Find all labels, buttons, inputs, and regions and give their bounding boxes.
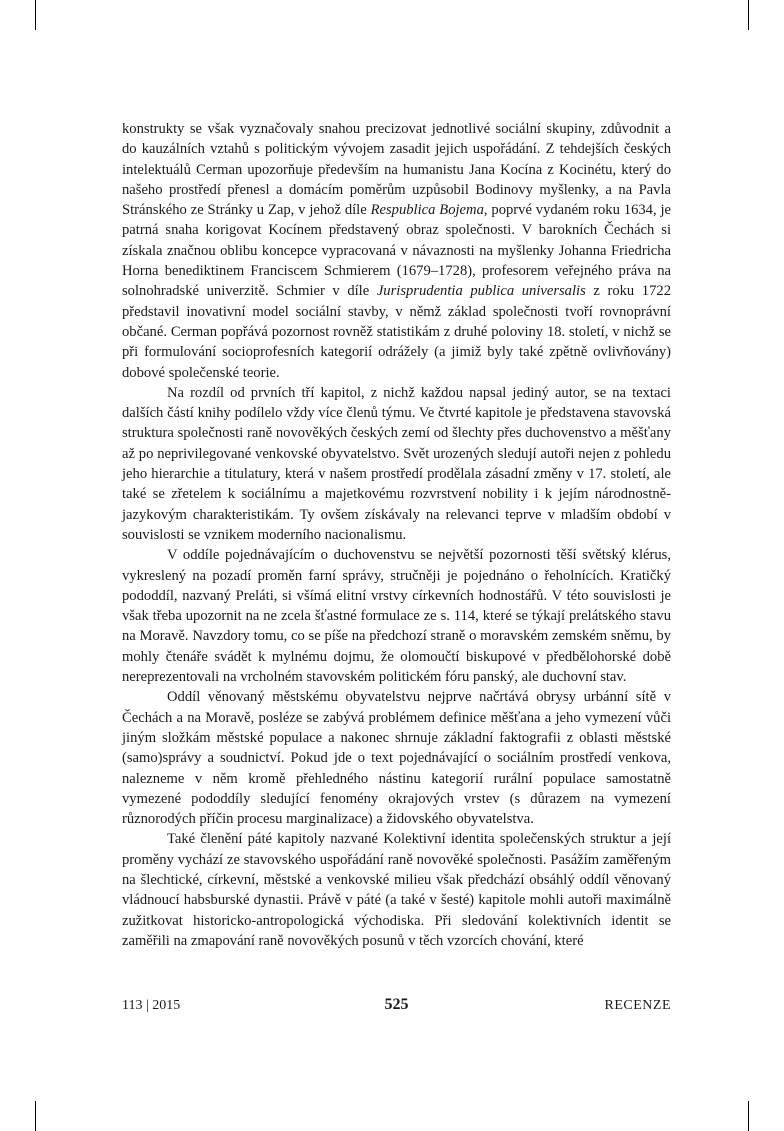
journal-issue: 113 | 2015 — [122, 998, 181, 1013]
paragraph-3 — [122, 545, 671, 687]
body-text — [122, 119, 671, 951]
paragraph-1 — [122, 119, 671, 383]
text-run: Oddíl věnovaný městskému obyvatelstvu nejprve načrtává obrysy urbánní sítě v Čechách a na Moravě, posléze se zabývá problémem definice měšťana a jeho vymezení vůči jiným složkám městské populace a nakonec shrnuje základní faktografii z oblasti městské (samo)správy a soudnictví. Pokud jde o text pojednávající o sociálním prostředí venkova, nalezneme v něm kromě přehledného nástinu kategorií rurální populace samostatně vymezené pododdíly sledující fenomény okrajových vrstev (s důrazem na vymezení různorodých příčin procesu marginalizace) a židovského obyvatelstva. — [122, 689, 671, 828]
crop-mark-bottom-left — [35, 1101, 36, 1131]
text-run: , poprvé vydaném roku 1634, je patrná snaha korigovat Kocínem představený obraz společnosti. V barokních Čechách si získala značnou oblibu koncepce vypracovaná v návaznosti na myšlenky Johanna Friedricha Horna benediktinem Franciscem Schmierem (1679–1728), profesorem veřejného práva na solnohradské univerzitě. Schmier v díle — [122, 202, 672, 300]
italic-title: Respublica Bojema — [370, 202, 484, 219]
text-run: z roku 1722 představil inovativní model sociální stavby, v němž základ společnosti tvoří rovnoprávní občané. Cerman popřává pozornost rovněž statistikám z druhé poloviny 18. století, v nichž se při formulování socioprofesních kategorií odrážely (a jimiž byly také zpětně ovlivňovány) dobové společenské teorie. — [122, 283, 671, 381]
paragraph-2 — [122, 383, 671, 545]
page-number: 525 — [384, 996, 409, 1013]
page-footer — [122, 996, 671, 1018]
crop-mark-top-right — [748, 0, 749, 30]
section-label: RECENZE — [604, 998, 671, 1013]
crop-mark-bottom-right — [748, 1101, 749, 1131]
crop-mark-top-left — [35, 0, 36, 30]
paragraph-4 — [122, 687, 671, 829]
text-run: Také členění páté kapitoly nazvané Kolektivní identita společenských struktur a její proměny vychází ze stavovského uspořádání raně novověké společnosti. Pasážím zaměřeným na šlechtické, církevní, městské a venkovské milieu však předchází obsáhlý oddíl věnovaný vládnoucí habsburské dynastii. Právě v páté (a také v šesté) kapitole mohli autoři maximálně zužitkovat historicko-antropologická východiska. Při sledování kolektivních identit se zaměřili na zmapování raně novověkých posunů v těch vzorcích chování, které — [122, 831, 671, 949]
text-run: konstrukty se však vyznačovaly snahou precizovat jednotlivé sociální skupiny, zdůvodnit a do kauzálních vztahů s politickým vývojem zasadit jejich uspořádání. Z tehdejších českých intelektuálů Cerman upozorňuje především na humanistu Jana Kocína z Kocinétu, který do našeho prostředí přenesl a domácím poměrům uzpůsobil Bodinovy myšlenky, a na Pavla Stránského ze Stránky u Zap, v jehož díle — [122, 121, 671, 219]
text-run: Na rozdíl od prvních tří kapitol, z nichž každou napsal jediný autor, se na textaci dalších částí knihy podílelo vždy více členů týmu. Ve čtvrté kapitole je představena stavovská struktura společnosti raně novověkých českých zemí od šlechty přes duchovenstvo a měšťany až po neprivilegované venkovské obyvatelstvo. Svět urozených sledují autoři nejen z pohledu jeho hierarchie a titulatury, která v našem prostředí prodělala zásadní změny v 17. století, ale také se zřetelem k sociálnímu a majetkovému rozvrstvení nobility i k jejím národnostně-jazykovým charakteristikám. Ty ovšem získávaly na relevanci teprve v mladším období v souvislosti se vznikem moderního nacionalismu. — [122, 384, 671, 543]
paragraph-5 — [122, 829, 671, 951]
text-run: V oddíle pojednávajícím o duchovenstvu se největší pozornosti těší světský klérus, vykreslený na pozadí proměn farní správy, stručněji je pojednáno o řeholnících. Kratičký pododdíl, nazvaný Preláti, si všímá elitní vrstvy církevních hodnostářů. V této souvislosti je však třeba upozornit na ne zcela šťastné formulace ze s. 114, které se týkají prelátského stavu na Moravě. Navzdory tomu, co se píše na předchozí straně o moravském zemském sněmu, by mohly čtenáře svádět k mylnému dojmu, že olomoučtí biskupové v předbělohorské době nereprezentovali na vrcholném stavovském politickém fóru panský, ale duchovní stav. — [122, 547, 671, 686]
italic-title: Jurisprudentia publica universalis — [376, 283, 586, 300]
